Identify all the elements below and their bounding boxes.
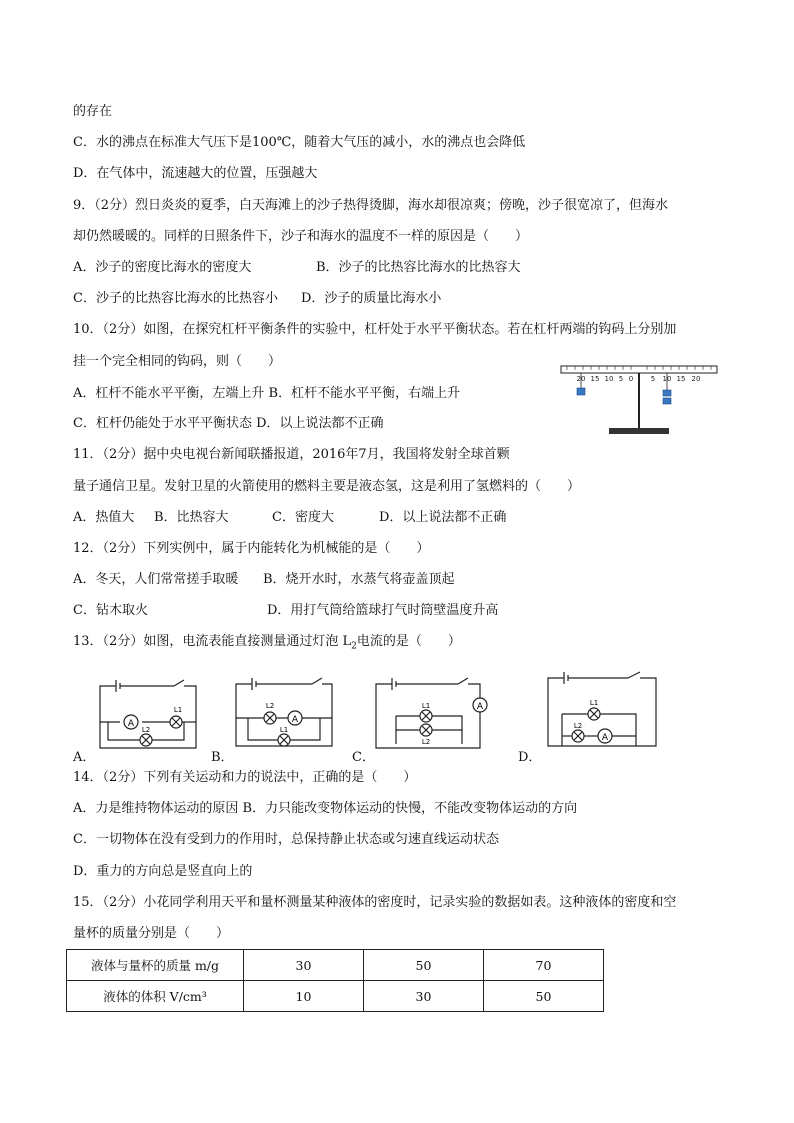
- option-d: D．在气体中，流速越大的位置，压强越大: [73, 166, 318, 181]
- scale-label: 20: [576, 375, 586, 383]
- table-cell: 30: [364, 981, 484, 1012]
- table-row: [67, 950, 604, 981]
- question-15-cont: 量杯的质量分别是（ ）: [73, 926, 230, 941]
- lamp-label: L1: [279, 726, 289, 734]
- lamp-label: L2: [141, 726, 151, 734]
- table-cell: 70: [484, 950, 604, 981]
- option-ab: A．力是维持物体运动的原因 B．力只能改变物体运动的快慢，不能改变物体运动的方向: [73, 801, 578, 816]
- ammeter-icon: A: [601, 733, 609, 743]
- circuit-a: [92, 674, 204, 754]
- option-c: C．水的沸点在标准大气压下是100℃，随着大气压的减小，水的沸点也会降低: [73, 135, 526, 150]
- option-d: D．沙子的质量比海水小: [301, 291, 442, 306]
- lamp-label: L2: [573, 722, 583, 730]
- option-a: A．沙子的密度比海水的密度大: [73, 260, 252, 275]
- question-12: 12．（2分）下列实例中，属于内能转化为机械能的是（ ）: [73, 541, 430, 556]
- table-cell: 30: [244, 950, 364, 981]
- scale-label: 15: [590, 375, 600, 383]
- option-c: C．沙子的比热容比海水的比热容小: [73, 291, 278, 306]
- lamp-label: L2: [421, 738, 431, 746]
- option-c: C．钻木取火: [73, 603, 148, 618]
- option-d: D．重力的方向总是竖直向上的: [73, 864, 253, 879]
- question-11: 11．（2分）据中央电视台新闻联播报道，2016年7月，我国将发射全球首颗: [73, 447, 510, 462]
- weight-icon: [577, 388, 585, 395]
- scale-label: 5: [650, 375, 656, 383]
- option-label: B．: [211, 750, 234, 765]
- text-line: 的存在: [73, 104, 113, 119]
- question-15: 15．（2分）小花同学利用天平和量杯测量某种液体的密度时，记录实验的数据如表。这种液体的密度和空: [73, 895, 677, 910]
- ammeter-icon: A: [127, 719, 135, 729]
- scale-label: 0: [628, 375, 634, 383]
- table-header-cell: 液体与量杯的质量 m/g: [67, 950, 244, 981]
- option-b: B．沙子的比热容比海水的比热容大: [316, 260, 521, 275]
- circuit-b: [230, 670, 342, 752]
- question-10: 10．（2分）如图，在探究杠杆平衡条件的实验中，杠杆处于水平平衡状态。若在杠杆两端的钩码上分别加: [73, 322, 677, 337]
- circuit-d: [540, 662, 664, 756]
- lamp-label: L1: [173, 706, 183, 714]
- scale-label: 10: [604, 375, 614, 383]
- question-10-cont: 挂一个完全相同的钩码，则（ ）: [73, 354, 282, 369]
- option-b: B．烧开水时，水蒸气将壶盖顶起: [263, 572, 455, 587]
- option-a: A．热值大: [73, 510, 135, 525]
- scale-label: 15: [676, 375, 686, 383]
- lamp-label: L1: [589, 699, 599, 707]
- option-label: A．: [73, 750, 96, 765]
- option-d: D．以上说法都不正确: [379, 510, 507, 525]
- table-cell: 50: [484, 981, 604, 1012]
- option-label: C．: [352, 750, 375, 765]
- scale-label: 20: [691, 375, 701, 383]
- table-cell: 10: [244, 981, 364, 1012]
- question-11-cont: 量子通信卫星。发射卫星的火箭使用的燃料主要是液态氢，这是利用了氢燃料的（ ）: [73, 479, 581, 494]
- option-a: A．冬天，人们常常搓手取暖: [73, 572, 239, 587]
- option-c: C．一切物体在没有受到力的作用时，总保持静止状态或匀速直线运动状态: [73, 832, 499, 847]
- scale-label: 10: [662, 375, 672, 383]
- table-cell: 50: [364, 950, 484, 981]
- question-13: 13．（2分）如图，电流表能直接测量通过灯泡 $L_2$电流的是（ ）: [73, 634, 461, 652]
- option-b: B．比热容大: [154, 510, 229, 525]
- option-label: D．: [518, 750, 542, 765]
- table-row: [67, 981, 604, 1012]
- circuit-c: [370, 672, 490, 754]
- scale-label: 5: [618, 375, 624, 383]
- question-9-cont: 却仍然暖暖的。同样的日照条件下，沙子和海水的温度不一样的原因是（ ）: [73, 229, 529, 244]
- weight-icon: [663, 390, 671, 396]
- data-table: [66, 949, 604, 1012]
- question-9: 9．（2分）烈日炎炎的夏季，白天海滩上的沙子热得烫脚，海水却很凉爽；傍晚，沙子很宽凉了，但海水: [73, 198, 669, 213]
- question-14: 14．（2分）下列有关运动和力的说法中，正确的是（ ）: [73, 770, 417, 785]
- lamp-label: L1: [421, 702, 431, 710]
- option-cd: C．杠杆仍能处于水平平衡状态 D．以上说法都不正确: [73, 416, 384, 431]
- lamp-label: L2: [265, 702, 275, 710]
- ammeter-icon: A: [476, 702, 484, 712]
- weight-icon: [663, 398, 671, 404]
- option-ab: A．杠杆不能水平平衡，左端上升 B．杠杆不能水平平衡，右端上升: [73, 386, 461, 401]
- option-c: C．密度大: [272, 510, 334, 525]
- table-header-cell: 液体的体积 V/cm³: [67, 981, 244, 1012]
- option-d: D．用打气筒给篮球打气时筒壁温度升高: [267, 603, 499, 618]
- ammeter-icon: A: [291, 715, 299, 725]
- lever-figure: [559, 362, 721, 438]
